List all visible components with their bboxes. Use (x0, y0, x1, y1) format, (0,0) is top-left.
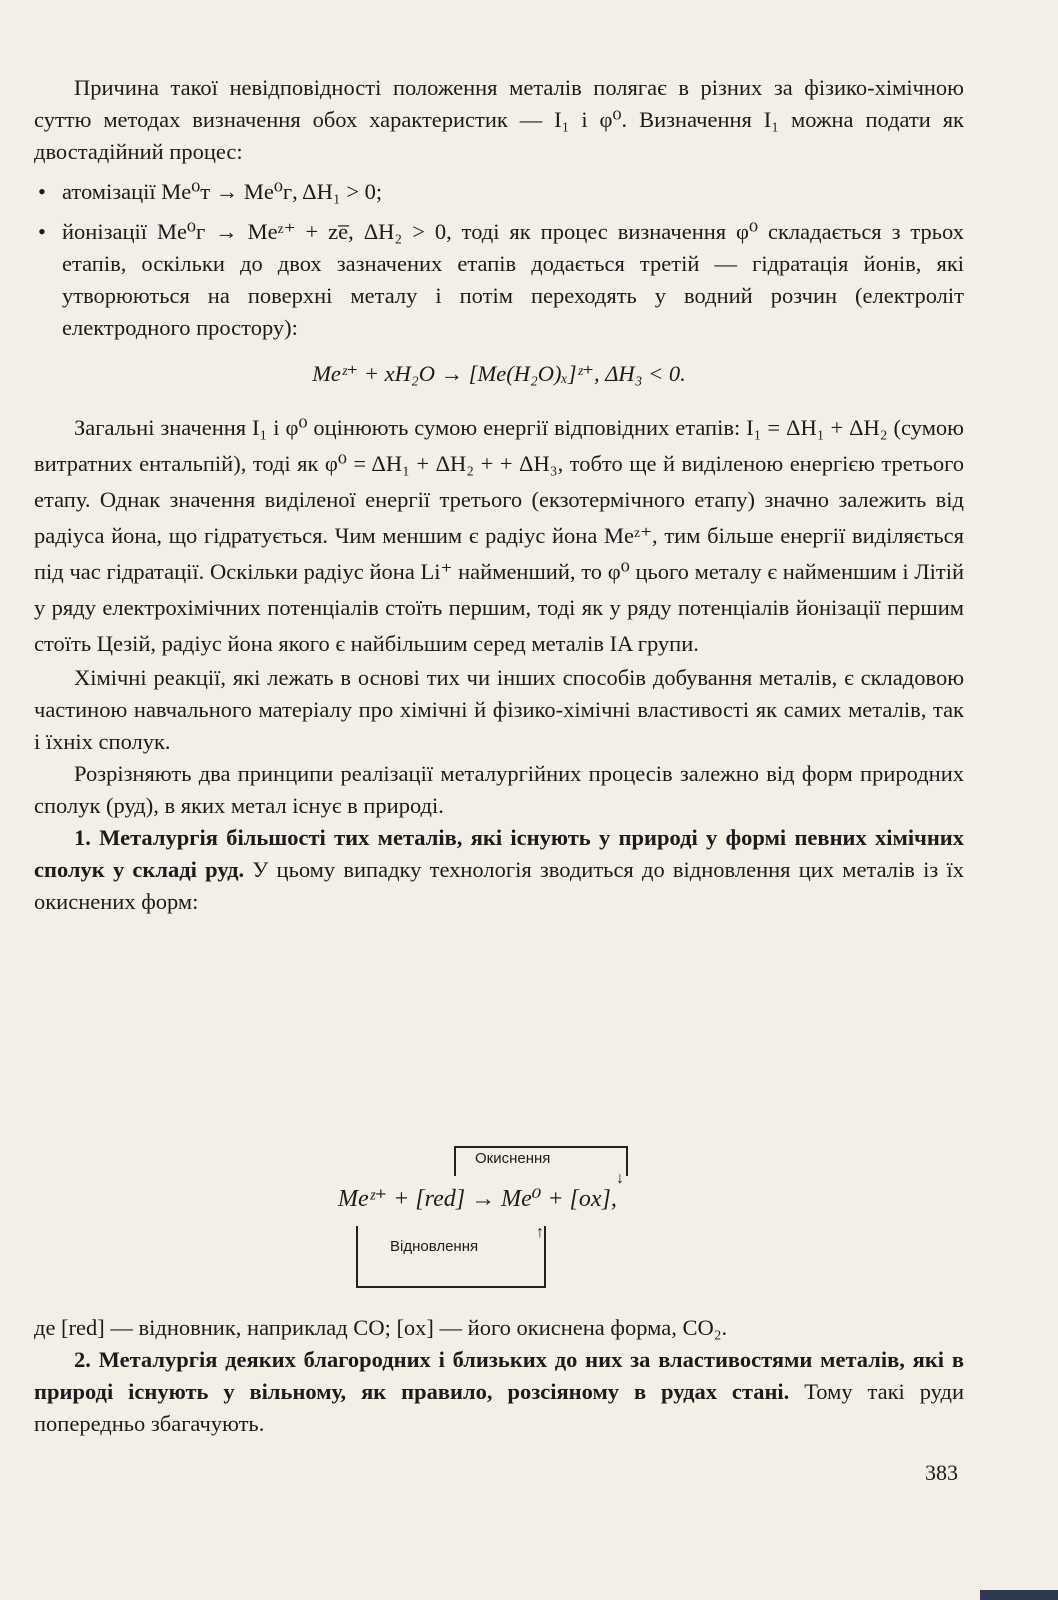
redox-equation: Meᶻ⁺ + [red] → Me⁰ + [ox], (338, 1186, 617, 1212)
bullet-dot: • (38, 179, 46, 204)
paragraph-4: Розрізняють два принципи реалізації металургійних процесів залежно від форм природних сполук (руд), в яких метал існує в природі. (34, 761, 964, 818)
bullet-atomization-text: атомізації Me⁰ᴛ → Me⁰ᴦ, ΔH₁ > 0; (62, 179, 383, 204)
paragraph-6: де [red] — відновник, наприклад CO; [ox] — його окиснена форма, CO₂. (34, 1315, 728, 1340)
bullet-ionization-text: йонізації Me⁰ᴦ → Meᶻ⁺ + ze̅, ΔH₂ > 0, тоді як процес визначення φ⁰ складається з трьох етапів, оскільки до двох зазначених етапів додається третій — гідратація йонів, які утворюються на поверхні металу і потім переходять у водний розчин (електроліт електродного простору): (62, 219, 964, 340)
bullet-ionization (34, 216, 964, 344)
lower-text (34, 1312, 964, 1440)
paragraph-7 (34, 1344, 964, 1440)
paragraph-5 (34, 822, 964, 918)
oxidation-label: Окиснення (475, 1150, 551, 1167)
paragraph-7-rest: Тому такі руди попередньо збагачують. (34, 1379, 964, 1436)
redox-scheme (330, 1140, 670, 1300)
paragraph-5-bold: 1. Металургія більшості тих металів, які існують у природі у формі певних хімічних сполук у складі руд. (34, 825, 964, 882)
arrow-up-icon: ↑ (536, 1224, 544, 1241)
main-text (34, 72, 964, 918)
paragraph-5-rest: У цьому випадку технологія зводиться до відновлення цих металів із їх окиснених форм: (34, 857, 964, 914)
paragraph-1: Причина такої невідповідності положення металів полягає в різних за фізико-хімічною суттю методах визначення обох характеристик — I₁ і φ⁰. Визначення I₁ можна подати як двостадійний процес: (34, 75, 964, 164)
paragraph-2: Загальні значення I₁ і φ⁰ оцінюють сумою енергії відповідних етапів: I₁ = ΔH₁ + ΔH₂ (сумою витратних ентальпій), тоді як φ⁰ = ΔH₁ + ΔH₂ + + ΔH₃, тобто ще й виділеною енергією третього етапу. Однак значення виділеної енергії третього (екзотермічного етапу) значно залежить від радіуса йона, що гідратується. Чим меншим є радіус йона Meᶻ⁺, тим більше енергії виділяється під час гідратації. Оскільки радіус йона Li⁺ найменший, то φ⁰ цього металу є найменшим і Літій у ряду електрохімічних потенціалів стоїть першим, тоді як у ряду потенціалів йонізації першим стоїть Цезій, радіус йона якого є найбільшим серед металів IA групи. (34, 415, 964, 656)
hydration-formula: Meᶻ⁺ + xH₂O → [Me(H₂O)ₓ]ᶻ⁺, ΔH₃ < 0. (312, 361, 686, 386)
page-number: 383 (925, 1460, 958, 1485)
scan-edge (980, 1590, 1058, 1600)
paragraph-3: Хімічні реакції, які лежать в основі тих чи інших способів добування металів, є складовою частиною навчального матеріалу про хімічні й фізико-хімічні властивості як самих металів, так і їхніх сполук. (34, 665, 964, 754)
reduction-bracket (356, 1226, 546, 1288)
reduction-label: Відновлення (390, 1238, 479, 1255)
bullet-atomization (34, 176, 964, 208)
paragraph-7-bold: 2. Металургія деяких благородних і близьких до них за властивостями металів, які в природі існують у вільному, як правило, розсіяному в рудах стані. (34, 1347, 964, 1404)
bullet-dot: • (38, 219, 46, 244)
arrow-down-icon: ↓ (616, 1170, 624, 1187)
